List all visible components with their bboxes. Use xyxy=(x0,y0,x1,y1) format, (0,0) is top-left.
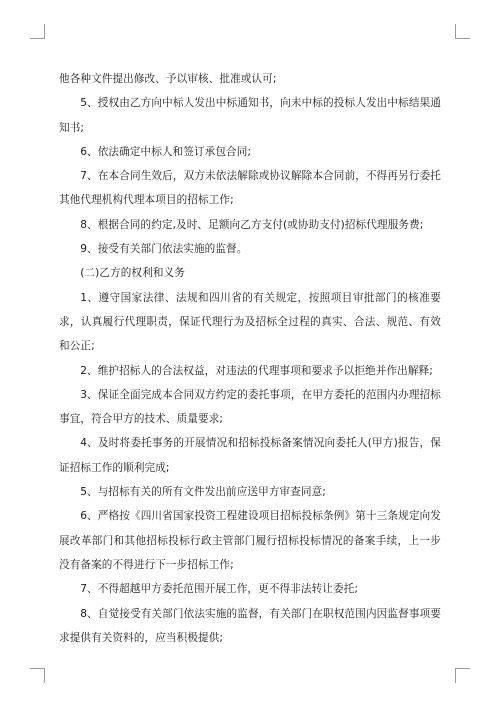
paragraph-b-item-7: 7、不得超越甲方委托范围开展工作，更不得非法转让委托; xyxy=(80,583,359,596)
paragraph-b-item-8: 8、自觉接受有关部门依法实施的监督，有关部门在职权范围内因监督事项要求提供有关资料的，应当积极提供; xyxy=(59,607,441,644)
section-heading-party-b: (二)乙方的权利和义务 xyxy=(80,267,185,280)
paragraph-b-item-5: 5、与招标有关的所有文件发出前应送甲方审查同意; xyxy=(80,486,326,499)
paragraph-item-5: 5、授权由乙方向中标人发出中标通知书，向未中标的投标人发出中标结果通知书; xyxy=(59,97,441,134)
paragraph-b-item-1: 1、遵守国家法律、法规和四川省的有关规定，按照项目审批部门的核准要求，认真履行代理职责，保证代理行为及招标全过程的真实、合法、规范、有效和公正; xyxy=(59,291,441,353)
paragraph-item-9: 9、接受有关部门依法实施的监督。 xyxy=(80,243,248,256)
crop-mark-top-right xyxy=(455,24,470,39)
paragraph-item-6: 6、依法确定中标人和签订承包合同; xyxy=(80,145,252,158)
paragraph-item-7: 7、在本合同生效后，双方未依法解除或协议解除本合同前，不得再另行委托其他代理机构代理本项目的招标工作; xyxy=(59,170,441,207)
document-body xyxy=(59,67,441,650)
paragraph-b-item-6: 6、严格按《四川省国家投资工程建设项目招标投标条例》第十三条规定向发展改革部门和其他招标投标行政主管部门履行招标投标情况的备案手续，上一步没有备案的不得进行下一步招标工作; xyxy=(59,510,441,571)
paragraph-b-item-4: 4、及时将委托事务的开展情况和招标投标备案情况向委托人(甲方)报告，保证招标工作的顺利完成; xyxy=(59,437,441,474)
paragraph-continuation: 他各种文件提出修改、予以审核、批准或认可; xyxy=(59,73,277,85)
paragraph-b-item-2: 2、维护招标人的合法权益，对违法的代理事项和要求予以拒绝并作出解释; xyxy=(80,364,433,377)
paragraph-b-item-3: 3、保证全面完成本合同双方约定的委托事项，在甲方委托的范围内办理招标事宜，符合甲方的技术、质量要求; xyxy=(59,388,441,426)
crop-mark-bottom-right xyxy=(455,668,470,683)
paragraph-item-8: 8、根据合同的约定,及时、足额向乙方支付(或协助支付)招标代理服务费; xyxy=(80,218,424,231)
crop-mark-top-left xyxy=(30,24,45,39)
crop-mark-bottom-left xyxy=(30,668,45,683)
